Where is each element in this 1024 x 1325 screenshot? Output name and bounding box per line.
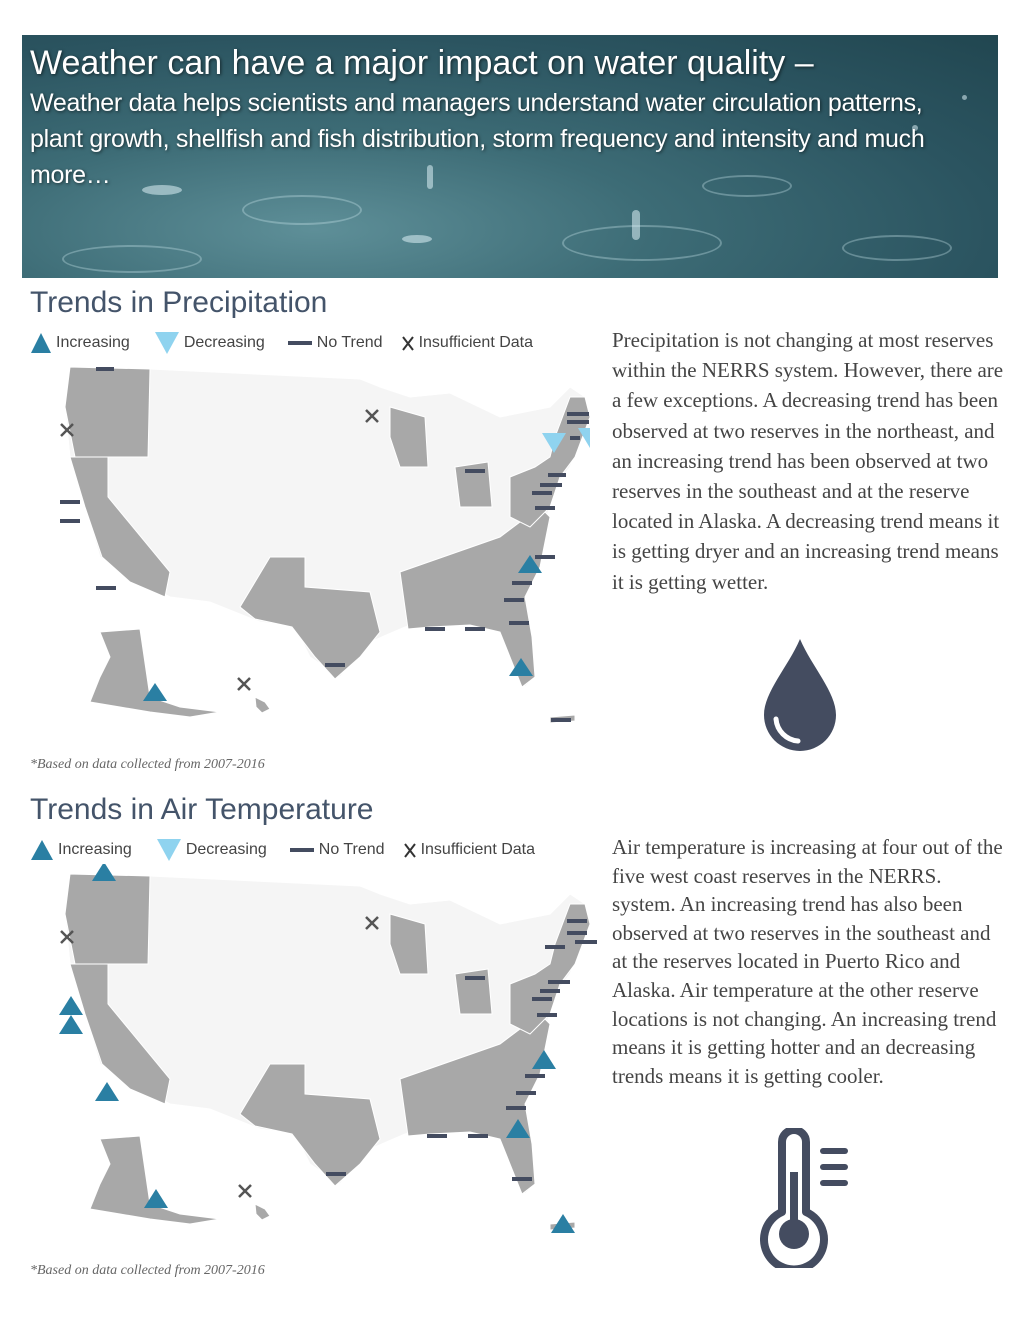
water-drop-icon: [762, 637, 838, 753]
banner-subtitle: Weather data helps scientists and managers understand water circulation patterns, plant growth, shellfish and fish distribution, storm frequency and intensity and much more…: [30, 89, 925, 189]
header-banner: [22, 35, 998, 278]
thermometer-icon: [760, 1128, 852, 1268]
decreasing-triangle-icon: [156, 838, 182, 862]
x-mark-icon: [401, 334, 415, 352]
temperature-map: [30, 864, 600, 1244]
no-trend-dash-icon: [287, 338, 313, 348]
precipitation-description: Precipitation is not changing at most reserves within the NERRS system. However, there are a few exceptions. A decreasing trend has been observed at two reserves in the northeast, and an increasing trend has been observed at two reserves in the southeast and at the reserve located in Alaska. A decreasing trend means it is getting dryer and an increasing trend means it is getting wetter.: [612, 328, 1004, 594]
precipitation-title: Trends in Precipitation: [30, 286, 328, 319]
precipitation-legend: [30, 331, 551, 355]
us-map-states: [65, 367, 590, 723]
legend-insufficient: Insufficient Data: [401, 334, 533, 352]
legend-insufficient: Insufficient Data: [403, 841, 535, 859]
increasing-triangle-icon: [30, 839, 54, 861]
legend-decreasing: Decreasing: [154, 331, 265, 355]
precipitation-map: [30, 357, 590, 737]
increasing-triangle-icon: [30, 332, 52, 354]
legend-no-trend: No Trend: [289, 841, 385, 859]
precipitation-footnote: *Based on data collected from 2007-2016: [30, 757, 265, 772]
temperature-footnote: *Based on data collected from 2007-2016: [30, 1263, 265, 1278]
banner-title: Weather can have a major impact on water quality –: [30, 44, 814, 82]
x-mark-icon: [403, 841, 417, 859]
us-map-states: [65, 874, 590, 1230]
temperature-legend: [30, 838, 553, 862]
decreasing-triangle-icon: [154, 331, 180, 355]
legend-increasing: Increasing: [30, 332, 130, 354]
legend-no-trend: No Trend: [287, 334, 383, 352]
temperature-title: Trends in Air Temperature: [30, 793, 374, 826]
legend-decreasing: Decreasing: [156, 838, 267, 862]
temperature-description: Air temperature is increasing at four out of the five west coast reserves in the NERRS. system. An increasing trend has also been observed at two reserves in the southeast and at the reserves located in Puerto Rico and Alaska. Air temperature at the other reserve locations is not changing. An increasing trend means it is getting hotter and an decreasing trends means it is getting cooler.: [612, 835, 1003, 1088]
no-trend-dash-icon: [289, 845, 315, 855]
legend-increasing: Increasing: [30, 839, 132, 861]
